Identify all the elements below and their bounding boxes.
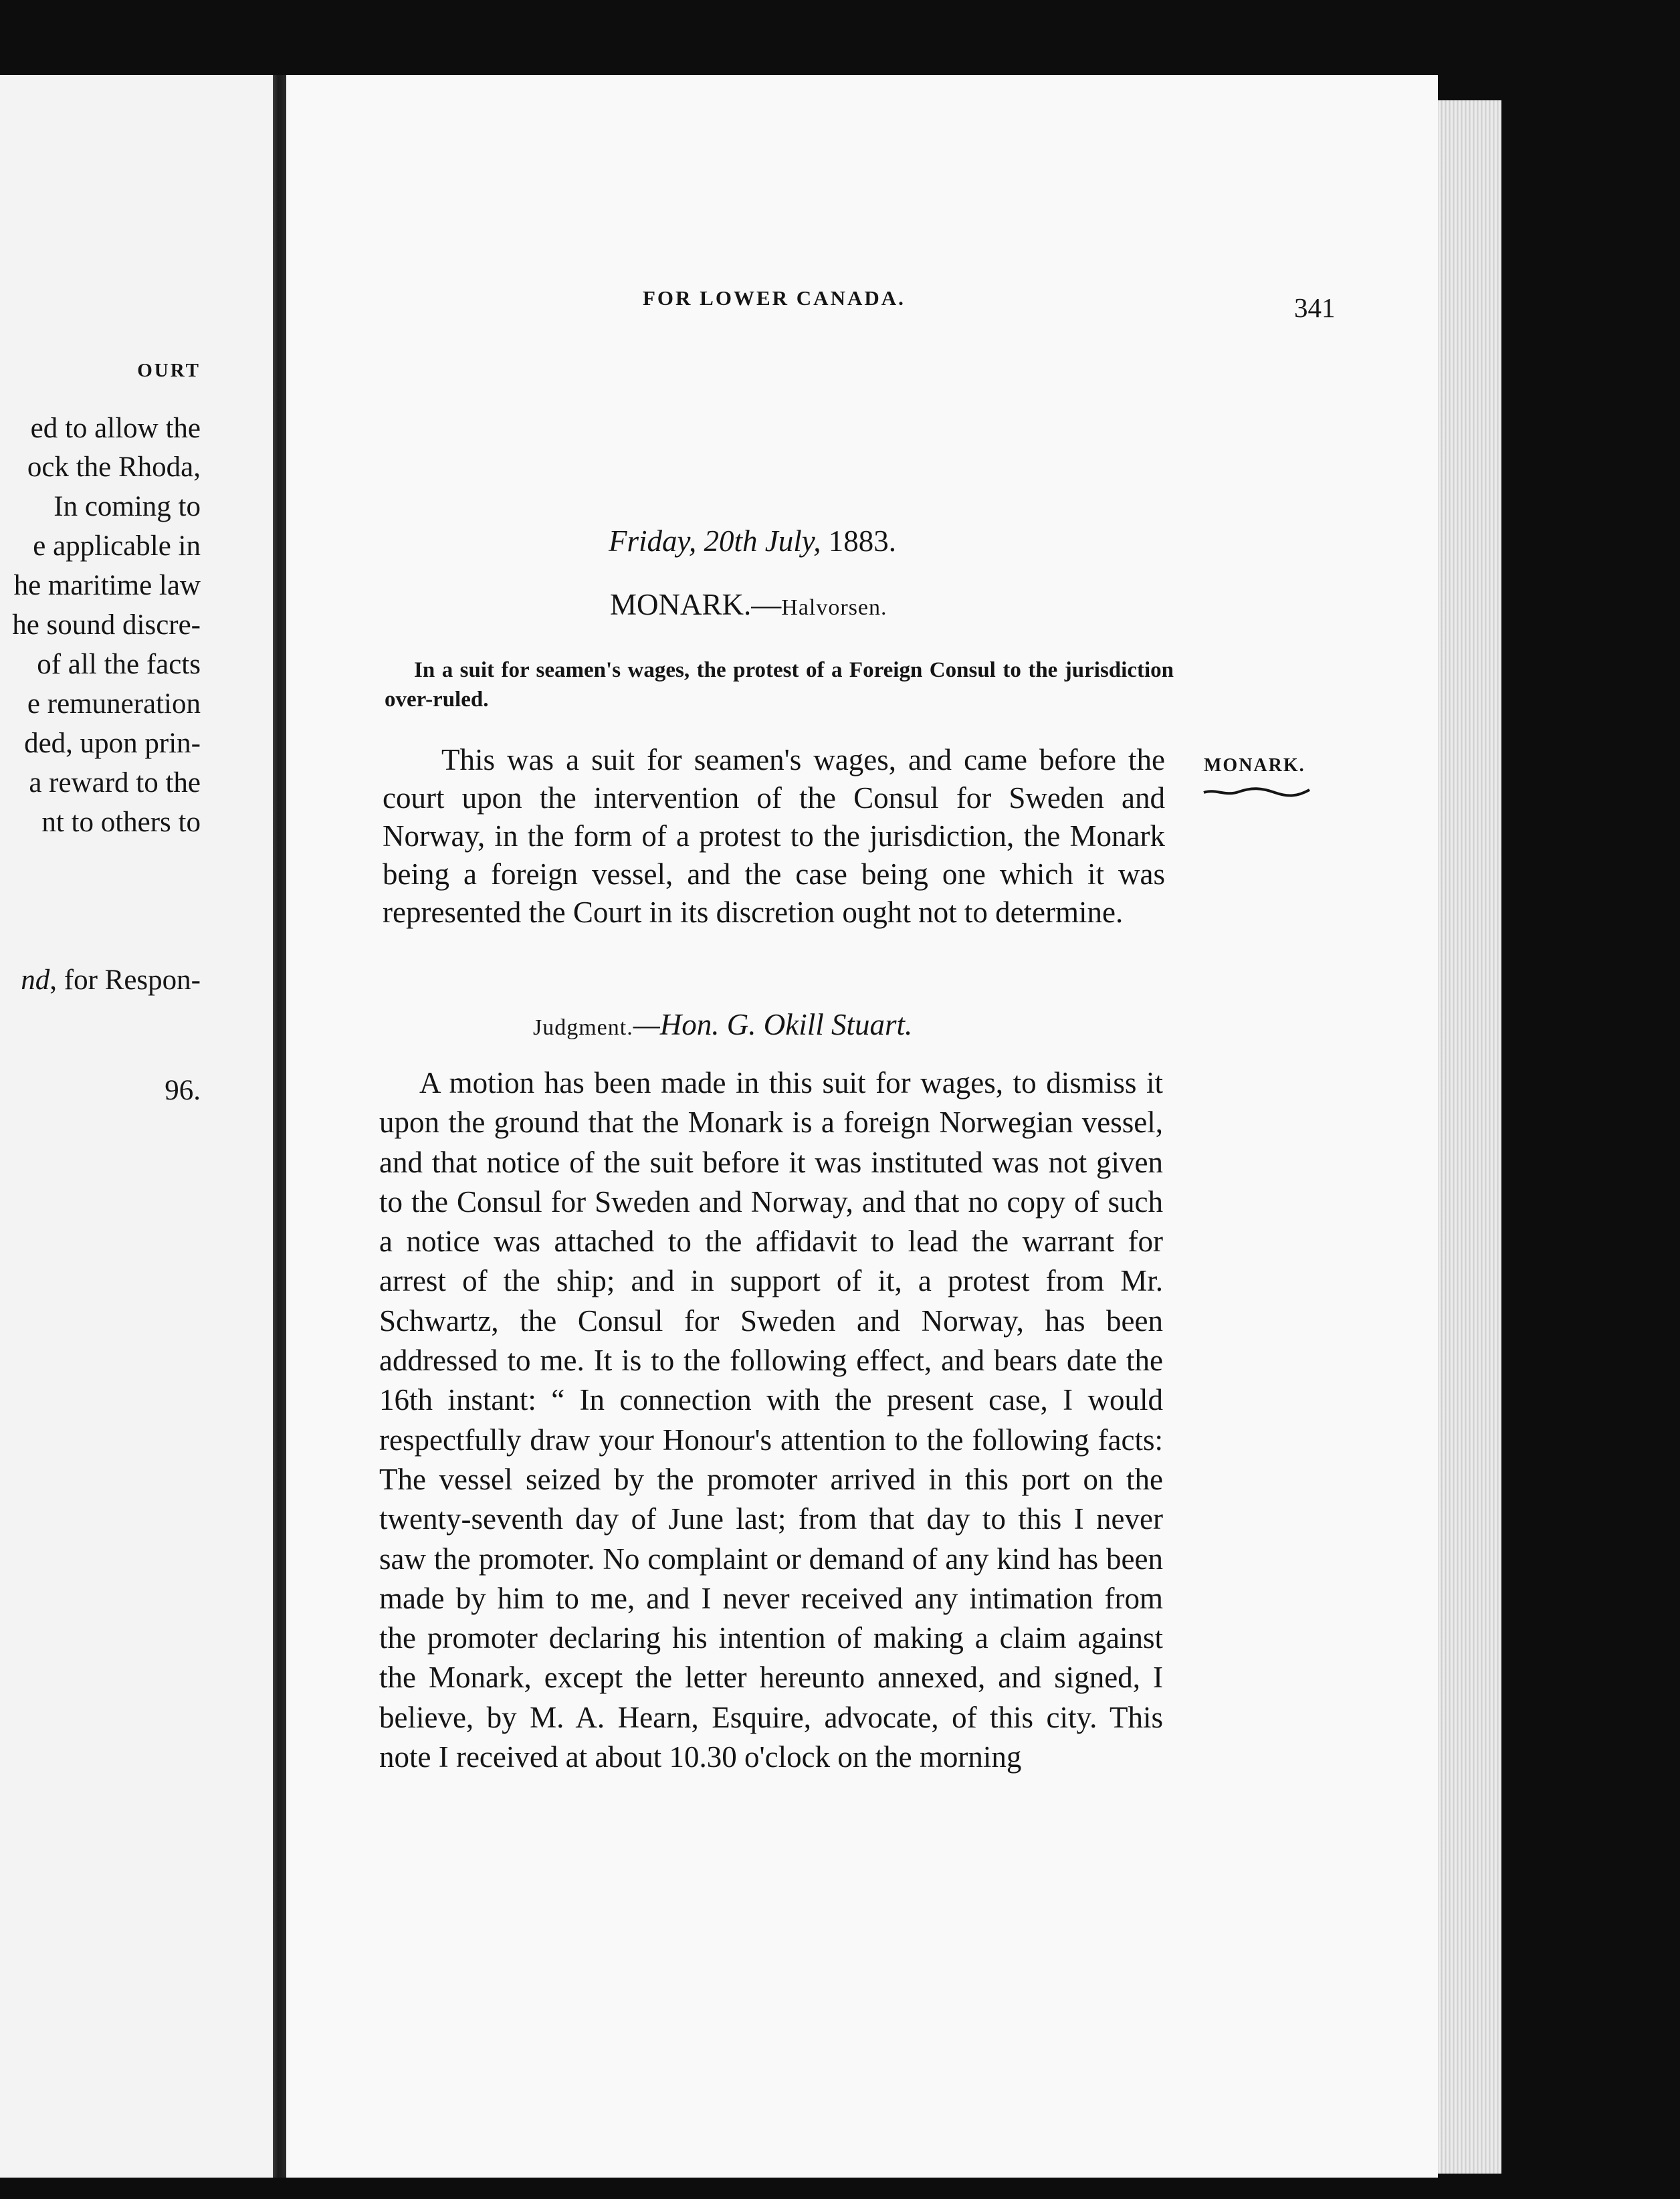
left-counsel-rest: , for Respon-: [49, 964, 201, 996]
left-line-fragment: nt to others to: [41, 807, 201, 838]
headnote: In a suit for seamen's wages, the protest of a Foreign Consul to the jurisdiction over-ruled.: [385, 658, 1174, 712]
left-line-fragment: ed to allow the: [30, 413, 201, 444]
left-line-fragment: he maritime law: [13, 570, 201, 601]
case-date: [609, 524, 896, 558]
left-line-fragment: In coming to: [54, 491, 201, 522]
left-line-fragment: e applicable in: [33, 530, 201, 562]
left-counsel-fragment: [21, 961, 201, 1000]
running-head: FOR LOWER CANADA.: [643, 286, 906, 310]
book-gutter: [273, 75, 286, 2199]
left-page: [0, 75, 273, 2199]
judgment-label: Judgment.: [533, 1015, 633, 1040]
judgment-judge: —Hon. G. Okill Stuart.: [633, 1008, 913, 1041]
left-counsel-italic: nd: [21, 964, 50, 996]
case-title-party: Halvorsen.: [781, 595, 887, 620]
case-date-day: Friday, 20th July,: [609, 524, 821, 558]
case-title-main: MONARK.: [610, 588, 752, 621]
left-line-fragment: e remuneration: [27, 688, 201, 720]
left-line-fragment: ock the Rhoda,: [27, 451, 201, 483]
left-line-fragment: a reward to the: [29, 767, 201, 799]
left-line-fragment: he sound discre-: [12, 609, 201, 641]
left-citation-fragment: 96.: [165, 1075, 201, 1106]
left-line-fragment: ded, upon prin-: [24, 728, 201, 759]
case-date-year: 1883.: [821, 524, 896, 558]
sidenote-flourish: [1202, 786, 1311, 798]
left-running-head-fragment: OURT: [137, 360, 201, 381]
page-number: 341: [1294, 292, 1336, 323]
case-title: [610, 587, 887, 622]
page-edge: [1438, 100, 1501, 2174]
scan-border: [0, 2178, 1680, 2199]
judgment-heading: [533, 1007, 912, 1042]
left-line-fragment: of all the facts: [37, 649, 201, 680]
sidenote: MONARK.: [1204, 755, 1305, 776]
case-statement: This was a suit for seamen's wages, and came before the court upon the intervention of the Consul for Sweden and Norway, in the form of a protest to the jurisdiction, the Monark being a foreign vessel, and the case being one which it was represented the Court in its discretion ought not to determine.: [383, 743, 1165, 929]
case-title-sep: —: [751, 588, 782, 621]
judgment-body: A motion has been made in this suit for wages, to dismiss it upon the ground that the Monark is a foreign Norwegian vessel, and that notice of the suit before it was instituted was not given to the Consul for Sweden and Norway, and that no copy of such a notice was attached to the affidavit to lead the warrant for arrest of the ship; and in support of it, a protest from Mr. Schwartz, the Consul for Sweden and Norway, has been addressed to me. It is to the following effect, and bears date the 16th instant: “ In connection with the present case, I would respectfully draw your Honour's attention to the following facts: The vessel seized by the promoter arrived in this port on the twenty-seventh day of June last; from that day to this I never saw the promoter. No complaint or demand of any kind has been made by him to me, and I never received any intimation from the promoter declaring his intention of making a claim against the Monark, except the letter hereunto annexed, and signed, I believe, by M. A. Hearn, Esquire, advocate, of this city. This note I received at about 10.30 o'clock on the morning: [379, 1066, 1163, 1774]
